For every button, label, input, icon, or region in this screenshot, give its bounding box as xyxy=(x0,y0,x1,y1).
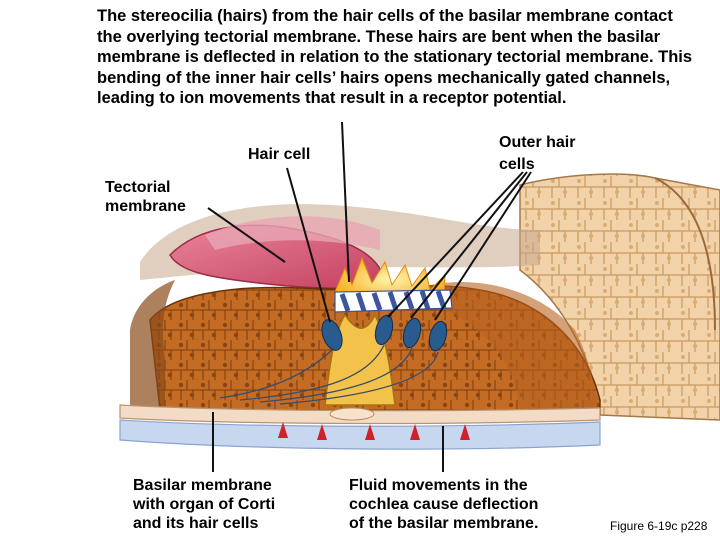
label-basilar-line-1: Basilar membrane xyxy=(133,477,272,494)
label-outer-hair-cells xyxy=(499,132,575,176)
label-fluid-line-2: cochlea cause deflection xyxy=(349,496,539,513)
label-fluid-movements xyxy=(349,476,579,533)
label-hair-cell: Hair cell xyxy=(248,146,311,163)
label-tectorial-membrane xyxy=(105,178,186,216)
reticular-lamina xyxy=(335,290,452,312)
label-fluid-line-1: Fluid movements in the xyxy=(349,477,528,494)
label-outer-line-2: cells xyxy=(499,156,535,173)
label-tectorial-line-1: Tectorial xyxy=(105,179,171,196)
label-outer-line-1: Outer hair xyxy=(499,134,576,151)
label-fluid-line-3: of the basilar membrane. xyxy=(349,515,539,532)
label-basilar-line-3: and its hair cells xyxy=(133,515,259,532)
label-basilar-membrane xyxy=(133,476,323,533)
basilar-vessel xyxy=(330,408,374,420)
label-tectorial-line-2: membrane xyxy=(105,198,186,215)
label-basilar-line-2: with organ of Corti xyxy=(133,496,276,513)
figure-caption: The stereocilia (hairs) from the hair cells of the basilar membrane contact the overlying tectorial membrane. These hairs are bent when the basilar membrane is deflected in relation to the stationary tectorial membrane. This bending of the inner hair cells’ hairs opens mechanically gated channels, leading to ion movements that result in a receptor potential. xyxy=(97,7,693,107)
figure-reference: Figure 6-19c p228 xyxy=(610,519,708,533)
cochlear-fluid xyxy=(120,420,600,449)
